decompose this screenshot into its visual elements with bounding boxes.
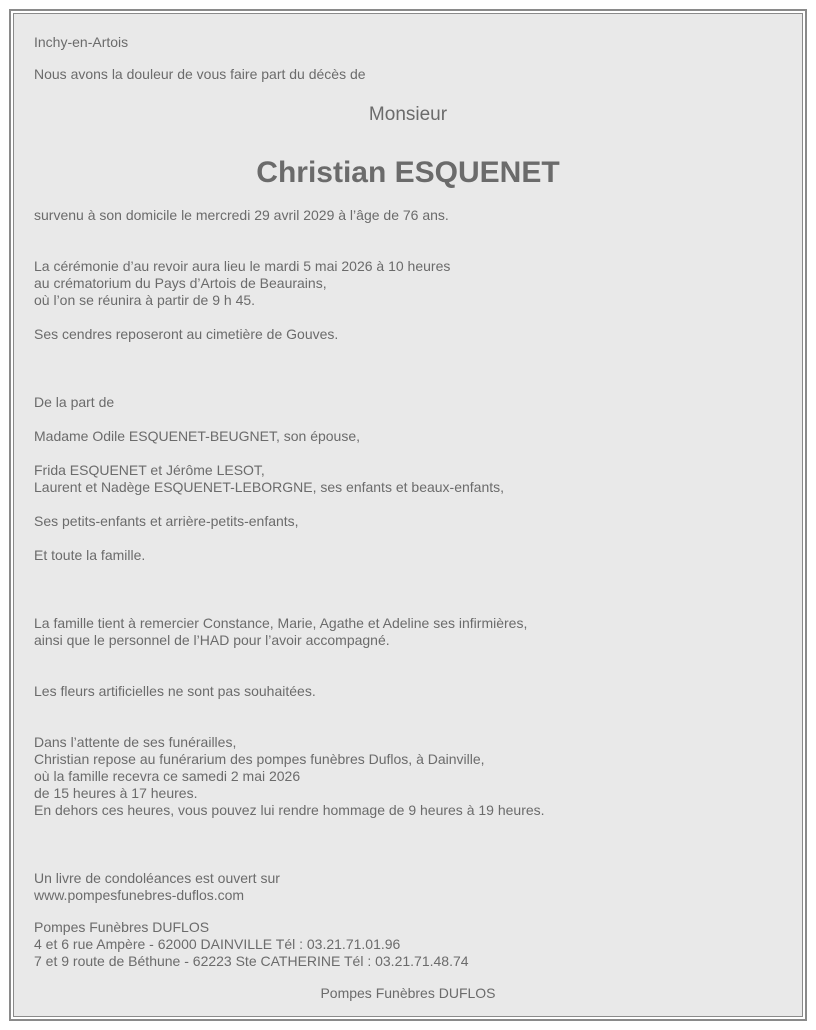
condolences-line: Un livre de condoléances est ouvert sur — [34, 870, 280, 886]
intro-text: Nous avons la douleur de vous faire part du décès de — [34, 66, 366, 82]
place-text: Inchy-en-Artois — [34, 34, 129, 50]
deceased-name: Christian ESQUENET — [256, 156, 560, 189]
thanks-line: La famille tient à remercier Constance, Marie, Agathe et Adeline ses infirmières, — [34, 615, 528, 631]
company-line: 4 et 6 rue Ampère - 62000 DAINVILLE Tél : 03.21.71.01.96 — [34, 936, 401, 952]
ceremony-line: où l’on se réunira à partir de 9 h 45. — [34, 292, 256, 308]
family-line: Laurent et Nadège ESQUENET-LEBORGNE, ses enfants et beaux-enfants, — [34, 479, 505, 495]
family-line: Et toute la famille. — [34, 547, 146, 563]
signature-text: Pompes Funèbres DUFLOS — [320, 985, 496, 1001]
flowers-text: Les fleurs artificielles ne sont pas souhaitées. — [34, 683, 316, 699]
civility-title: Monsieur — [368, 104, 448, 125]
ceremony-line: La cérémonie d’au revoir aura lieu le mardi 5 mai 2026 à 10 heures — [34, 258, 451, 274]
notice-panel — [13, 13, 803, 1017]
company-line: Pompes Funèbres DUFLOS — [34, 919, 210, 935]
funeral-home-line: Dans l’attente de ses funérailles, — [34, 734, 237, 750]
from-label: De la part de — [34, 394, 115, 410]
family-line: Frida ESQUENET et Jérôme LESOT, — [34, 462, 265, 478]
condolences-link[interactable]: www.pompesfunebres-duflos.com — [34, 887, 245, 903]
funeral-home-line: où la famille recevra ce samedi 2 mai 2026 — [34, 768, 301, 784]
ashes-text: Ses cendres reposeront au cimetière de Gouves. — [34, 326, 339, 342]
funeral-home-line: En dehors ces heures, vous pouvez lui rendre hommage de 9 heures à 19 heures. — [34, 802, 545, 818]
family-line: Ses petits-enfants et arrière-petits-enfants, — [34, 513, 299, 529]
funeral-home-line: de 15 heures à 17 heures. — [34, 785, 198, 801]
thanks-line: ainsi que le personnel de l’HAD pour l’avoir accompagné. — [34, 632, 390, 648]
death-info-text: survenu à son domicile le mercredi 29 avril 2029 à l’âge de 76 ans. — [34, 207, 449, 223]
family-line: Madame Odile ESQUENET-BEUGNET, son épouse, — [34, 428, 361, 444]
funeral-home-line: Christian repose au funérarium des pompes funèbres Duflos, à Dainville, — [34, 751, 485, 767]
notice-frame-outer — [9, 9, 807, 1021]
ceremony-line: au crématorium du Pays d’Artois de Beaurains, — [34, 275, 327, 291]
company-line: 7 et 9 route de Béthune - 62223 Ste CATHERINE Tél : 03.21.71.48.74 — [34, 953, 469, 969]
